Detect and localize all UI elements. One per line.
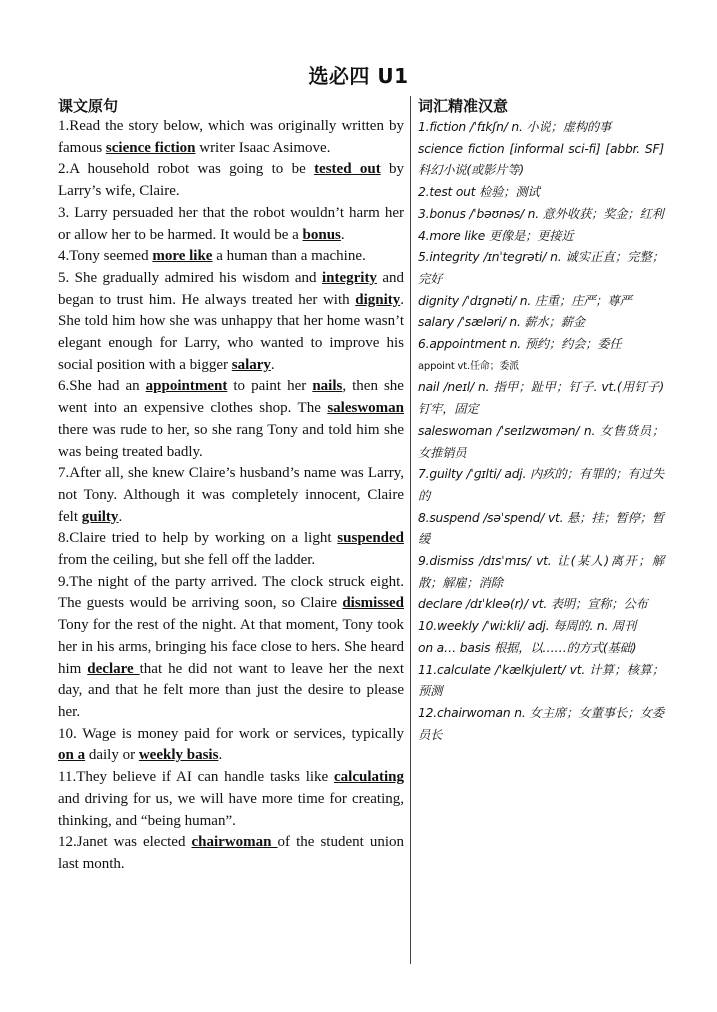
keyword: integrity (321, 269, 377, 286)
keyword: tested out (314, 161, 381, 178)
sentence-text: by Larry’s wife, Claire. (58, 161, 405, 200)
sentence-item (58, 376, 404, 463)
vocab-entry: 1.fiction /ˈfɪkʃn/ n. 小说；虚构的事 (418, 120, 612, 134)
sentence-text: The night of the party arrived. The clock struck eight. The guests would be arriving soon, so Claire (58, 573, 404, 612)
sentence-text: that he did not want to leave her the next day, and that he felt more than just the desire to please her. (58, 660, 404, 720)
keyword: dignity (355, 291, 401, 308)
sentence-item (58, 116, 404, 159)
keyword: calculating (334, 769, 404, 786)
sentence-number: 11. (58, 769, 77, 786)
sentence-item (58, 832, 404, 875)
sentence-text: Wage is money paid for work or services, typically (76, 725, 404, 742)
keyword: dismissed (342, 595, 404, 612)
vocab-entry: 2.test out 检验；测试 (418, 185, 540, 200)
sentence-text: A household robot was going to be (69, 161, 315, 178)
vocab-entry: 12.chairwoman n. 女主席；女董事长；女委员长 (418, 705, 664, 742)
sentence-number: 4. (58, 248, 70, 265)
vocab-entry: salary /ˈsæləri/ n. 薪水；薪金 (418, 315, 585, 330)
sentence-text: . (218, 747, 223, 764)
sentence-text: . (118, 508, 123, 525)
vocab-list (418, 117, 664, 746)
sentence-text: Claire tried to help by working on a light (69, 530, 338, 547)
sentence-text: and driving for us, we will have more time for creating, thinking, and “being human”. (58, 790, 404, 829)
sentence-text: to paint her (227, 378, 313, 395)
sentence-text: They believe if AI can handle tasks like (76, 769, 334, 786)
sentence-item (58, 268, 404, 377)
sentence-text: writer Isaac Asimove. (195, 139, 331, 156)
vocab-entry: appoint vt.任命；委派 (418, 360, 519, 372)
vocab-entry: science fiction [informal sci-fi] [abbr. SF] 科幻小说(或影片等) (418, 141, 664, 178)
keyword: bonus (302, 226, 341, 243)
sentence-text: . She told him how she was unhappy that her home wasn’t elegant enough for Larry, who wanted to improve his social position with a bigger (58, 291, 404, 373)
sentence-item (58, 572, 404, 724)
sentence-number: 6. (58, 378, 70, 395)
sentence-text: Tony seemed (69, 248, 153, 265)
keyword: saleswoman (327, 400, 404, 417)
sentence-text: Read the story below, which was originally written by famous (58, 118, 404, 156)
keyword: on a (58, 747, 86, 764)
sentence-text: and began to trust him. He always treated her with (58, 269, 404, 308)
sentence-list (58, 116, 404, 876)
sentence-text: She had an (69, 378, 146, 395)
sentence-text: there was rude to her, so she rang Tony and told him she was being treated badly. (58, 421, 404, 460)
sentence-text: She gradually admired his wisdom and (69, 269, 322, 286)
vocab-entry: 5.integrity /ɪnˈteɡrəti/ n. 诚实正直；完整；完好 (418, 250, 664, 286)
page-title: 选必四 U1 (308, 64, 409, 88)
keyword: weekly basis (138, 747, 219, 764)
vocab-entry: dignity /ˈdɪɡnəti/ n. 庄重；庄严；尊严 (418, 293, 632, 308)
sentence-number: 1. (58, 118, 70, 134)
vocab-entry: 4.more like 更像是；更接近 (418, 228, 574, 243)
keyword: chairwoman (191, 834, 278, 851)
keyword: more like (152, 248, 213, 265)
sentence-text: After all, she knew Claire’s husband’s name was Larry, not Tony. Although it was completely innocent, Claire felt (58, 465, 404, 525)
sentence-text: Tony for the rest of the night. At that moment, Tony took her in his arms, bringing his face close to hers. She heard him (58, 617, 404, 677)
keyword: science fiction (105, 139, 196, 156)
sentence-text: of the student union last month. (58, 834, 404, 872)
vocab-entry: 6.appointment n. 预约；约会；委任 (418, 337, 622, 352)
vocab-entry: saleswoman /ˈseɪlzwʊmən/ n. 女售货员；女推销员 (418, 423, 664, 460)
sentence-text: Larry persuaded her that the robot wouldn’t harm her or allow her to be harmed. It would be a (58, 204, 404, 243)
sentence-number: 12. (58, 834, 77, 851)
sentence-number: 7. (58, 465, 70, 482)
sentence-item (58, 724, 404, 767)
vocab-entry: 7.guilty /ˈɡɪlti/ adj. 内疚的；有罪的；有过失的 (418, 467, 664, 503)
right-column-heading: 词汇精准汉意 (418, 97, 509, 115)
sentence-text: Janet was elected (76, 834, 192, 851)
sentence-text: from the ceiling, but she fell off the ladder. (58, 552, 316, 569)
sentence-text: a human than a machine. (212, 248, 366, 265)
sentence-number: 3. (58, 204, 70, 221)
vocab-entry: 11.calculate /ˈkælkjuleɪt/ vt. 计算；核算；预测 (418, 662, 664, 699)
vocab-entry: 3.bonus /ˈbəʊnəs/ n. 意外收获；奖金；红利 (418, 206, 664, 221)
sentence-item (58, 528, 404, 571)
keyword: salary (231, 356, 271, 373)
keyword: suspended (337, 530, 404, 547)
column-divider (410, 96, 411, 964)
keyword: declare (87, 660, 140, 677)
sentence-text: daily or (85, 747, 139, 764)
vocab-entry: declare /dɪˈkleə(r)/ vt. 表明；宣称；公布 (418, 597, 648, 612)
vocab-entry: nail /neɪl/ n. 指甲；趾甲；钉子. vt.(用钉子)钉牢，固定 (418, 380, 664, 417)
sentence-item (58, 767, 404, 832)
keyword: nails (312, 378, 343, 395)
vocab-entry: 9.dismiss /dɪsˈmɪs/ vt. 让(某人)离开；解散；解雇；消除 (418, 554, 664, 590)
vocab-entry: on a… basis 根据，以……的方式(基础) (418, 640, 637, 655)
sentence-number: 5. (58, 269, 70, 286)
sentence-text: . (270, 356, 275, 373)
keyword: guilty (81, 508, 119, 525)
sentence-number: 2. (58, 161, 70, 178)
sentence-number: 10. (58, 725, 77, 742)
keyword: appointment (145, 378, 228, 395)
sentence-text: . (340, 226, 345, 243)
sentence-number: 8. (58, 530, 70, 547)
sentence-number: 9. (58, 573, 70, 590)
left-column-heading: 课文原句 (58, 97, 119, 115)
vocab-entry: 10.weekly /ˈwiːkli/ adj. 每周的. n. 周刊 (418, 619, 637, 634)
sentence-item (58, 463, 404, 528)
sentence-item (58, 203, 404, 246)
sentence-item (58, 246, 404, 268)
sentence-text: , then she went into an expensive clothes shop. The (58, 378, 404, 417)
sentence-item (58, 159, 404, 202)
vocab-entry: 8.suspend /səˈspend/ vt. 悬；挂；暂停；暂缓 (418, 510, 664, 547)
